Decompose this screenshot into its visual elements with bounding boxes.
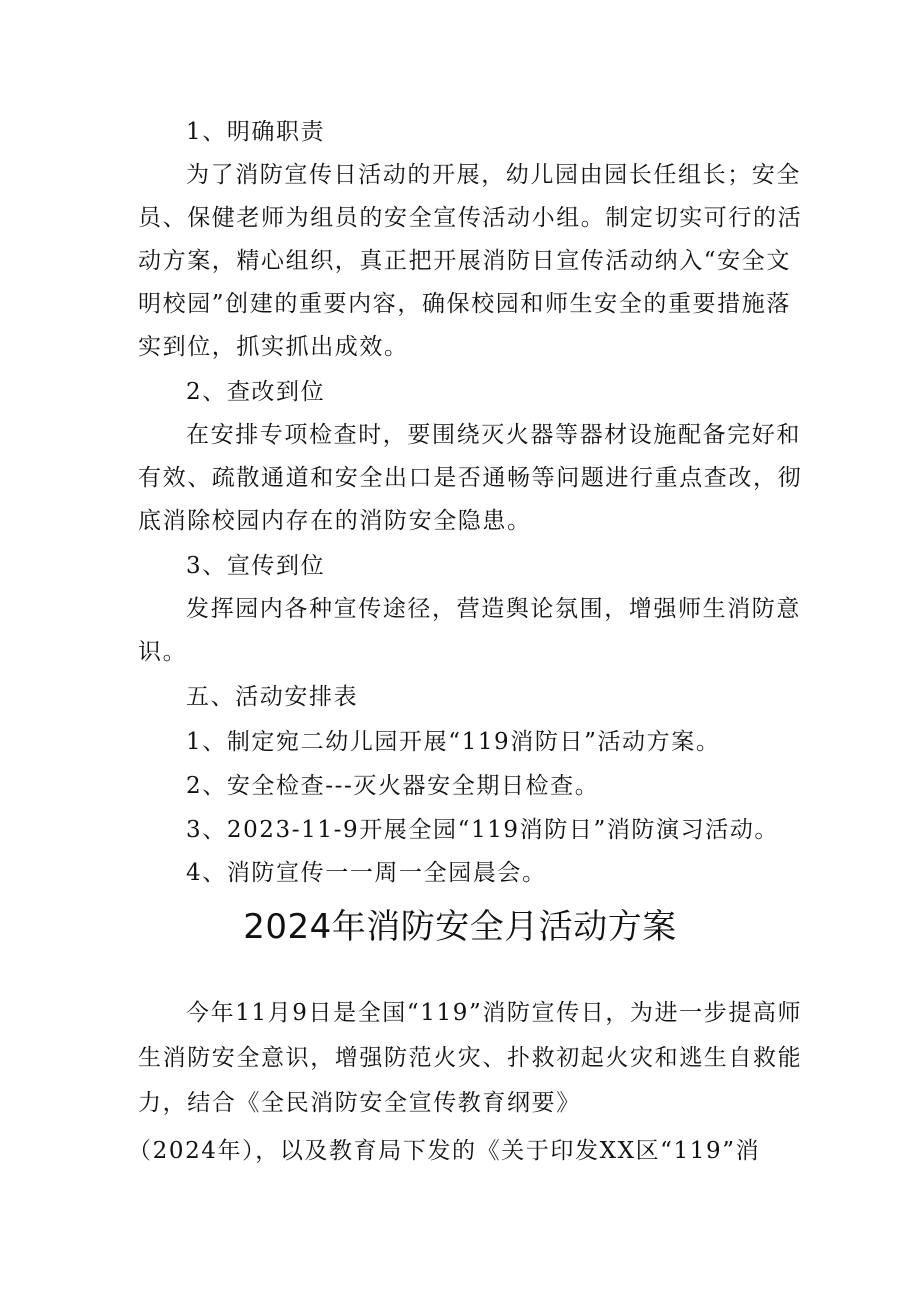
item1-line-2: 员、保健老师为组员的安全宣传活动小组。制定切实可行的活 <box>138 205 803 231</box>
item1-line-4: 明校园”创建的重要内容，确保校园和师生安全的重要措施落 <box>138 291 791 317</box>
item2-line-3: 底消除校园内存在的消防安全隐患。 <box>138 508 532 534</box>
section5-heading: 五、活动安排表 <box>186 684 359 710</box>
item3-line-2: 识。 <box>138 639 188 665</box>
item1-heading: 1、明确职责 <box>186 119 326 145</box>
item2-line-2: 有效、疏散通道和安全出口是否通畅等问题进行重点查改，彻 <box>138 465 803 491</box>
item2-heading: 2、查改到位 <box>186 379 326 405</box>
intro-line-3: 力，结合《全民消防安全宣传教育纲要》 <box>138 1090 581 1116</box>
intro-line-4: （2024年），以及教育局下发的《关于印发XX区“119”消 <box>128 1138 761 1164</box>
schedule-item-4: 4、消防宣传一一周一全园晨会。 <box>186 860 547 886</box>
item2-line-1: 在安排专项检查时，要围绕灭火器等器材设施配备完好和 <box>186 422 801 448</box>
intro-line-1: 今年11月9日是全国“119”消防宣传日，为进一步提高师 <box>186 1000 803 1026</box>
intro-line-2: 生消防安全意识，增强防范火灾、扑救初起火灾和逃生自救能 <box>138 1045 803 1071</box>
schedule-item-2: 2、安全检查---灭火器安全期日检查。 <box>186 773 600 799</box>
item1-line-1: 为了消防宣传日活动的开展，幼儿园由园长任组长；安全 <box>186 162 801 188</box>
item3-heading: 3、宣传到位 <box>186 553 326 579</box>
item1-line-3: 动方案，精心组织，真正把开展消防日宣传活动纳入“安全文 <box>138 248 791 274</box>
schedule-item-1: 1、制定宛二幼儿园开展“119消防日”活动方案。 <box>186 729 721 755</box>
schedule-item-3: 3、2023-11-9开展全园“119消防日”消防演习活动。 <box>186 817 780 843</box>
item3-line-1: 发挥园内各种宣传途径，营造舆论氛围，增强师生消防意 <box>186 596 801 622</box>
document-title: 2024年消防安全月活动方案 <box>243 907 677 947</box>
item1-line-5: 实到位，抓实抓出成效。 <box>138 334 409 360</box>
